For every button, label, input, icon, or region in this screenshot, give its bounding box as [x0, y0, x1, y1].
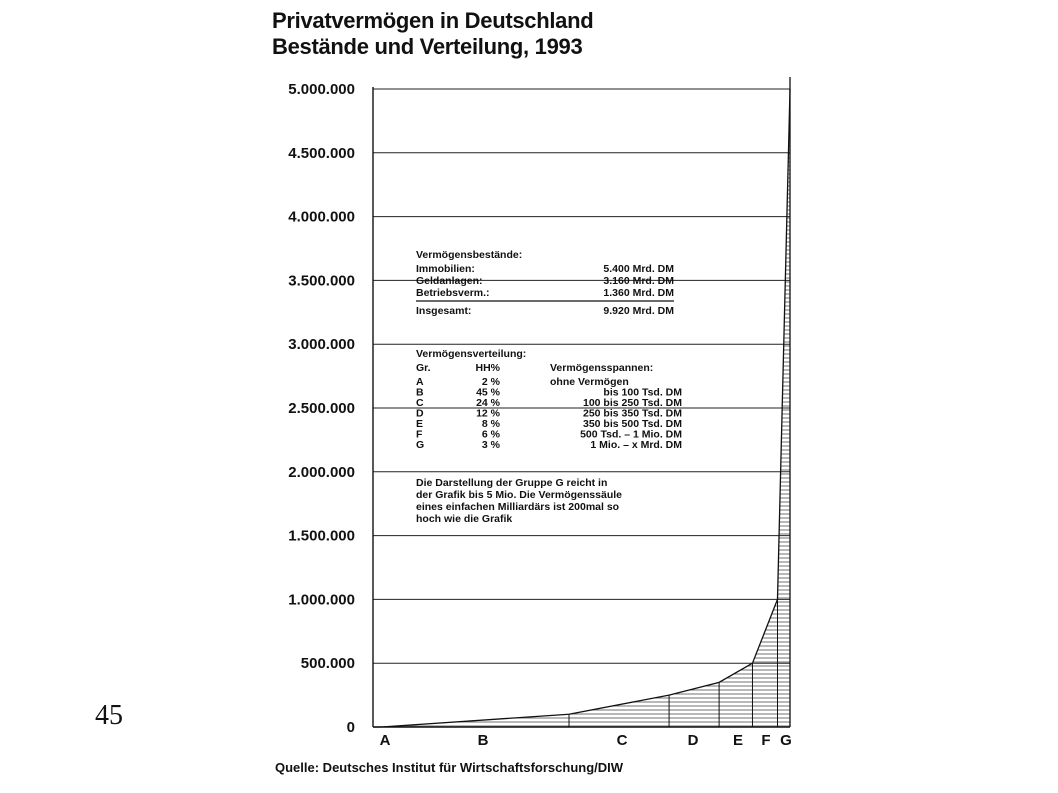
bestaende-title: Vermögensbestände: [416, 249, 523, 261]
page-number: 45 [95, 700, 123, 731]
x-group-label-a: A [379, 732, 391, 749]
source-note: Quelle: Deutsches Institut für Wirtschaftsforschung/DIW [275, 760, 624, 775]
bestaende-value: 3.160 Mrd. DM [603, 275, 674, 287]
verteilung-span: 1 Mio. – x Mrd. DM [590, 439, 682, 451]
verteilung-title: Vermögensverteilung: [416, 348, 527, 360]
verteilung-header-group: Gr. [416, 362, 431, 374]
verteilung-header-hh: HH% [475, 362, 500, 374]
x-group-label-g: G [780, 732, 792, 749]
chart-note-line: Die Darstellung der Gruppe G reicht in [416, 477, 608, 489]
y-tick-label: 3.500.000 [288, 272, 355, 290]
chart-note-line: eines einfachen Milliardärs ist 200mal so [416, 501, 620, 513]
verteilung-group: B [416, 386, 424, 399]
y-tick-label: 4.500.000 [288, 144, 355, 162]
chart-subtitle: Bestände und Verteilung, 1993 [272, 34, 583, 59]
x-group-label-d: D [687, 732, 699, 749]
verteilung-group: G [416, 439, 425, 451]
bestaende-label: Geldanlagen: [416, 275, 483, 287]
chart-note-line: hoch wie die Grafik [416, 513, 513, 525]
bestaende-label: Immobilien: [416, 263, 475, 275]
verteilung-hh-share: 3 % [481, 439, 500, 451]
x-group-label-f: F [761, 732, 771, 749]
verteilung-header-span: Vermögensspannen: [550, 362, 654, 374]
x-group-label-b: B [477, 732, 489, 749]
verteilung-group: F [416, 428, 423, 441]
verteilung-group: D [416, 407, 424, 420]
verteilung-hh-share: 45 % [476, 386, 500, 399]
y-tick-label: 5.000.000 [288, 81, 355, 98]
verteilung-span: 250 bis 350 Tsd. DM [582, 407, 682, 420]
verteilung-span: 100 bis 250 Tsd. DM [582, 397, 682, 409]
x-group-label-e: E [732, 732, 744, 749]
verteilung-span: 500 Tsd. – 1 Mio. DM [580, 428, 682, 441]
verteilung-hh-share: 8 % [481, 418, 500, 430]
bestaende-total-label: Insgesamt: [416, 305, 472, 317]
verteilung-span: bis 100 Tsd. DM [603, 386, 682, 399]
y-tick-label: 1.000.000 [288, 591, 355, 609]
x-group-label-c: C [616, 732, 628, 749]
y-tick-label: 500.000 [300, 655, 355, 673]
verteilung-group: C [416, 397, 424, 409]
verteilung-hh-share: 24 % [476, 397, 500, 409]
verteilung-hh-share: 12 % [476, 407, 500, 420]
chart-note-line: der Grafik bis 5 Mio. Die Vermögenssäule [416, 489, 622, 501]
bestaende-value: 5.400 Mrd. DM [603, 263, 674, 275]
verteilung-hh-share: 6 % [481, 428, 500, 441]
bestaende-total-value: 9.920 Mrd. DM [603, 305, 674, 317]
y-tick-label: 3.000.000 [288, 336, 355, 354]
y-tick-label: 0 [346, 719, 355, 736]
y-tick-label: 2.000.000 [288, 463, 355, 481]
chart-title-line: Privatvermögen in Deutschland [272, 8, 594, 33]
verteilung-span: 350 bis 500 Tsd. DM [582, 418, 682, 430]
verteilung-span: ohne Vermögen [550, 376, 629, 388]
bestaende-label: Betriebsverm.: [416, 287, 490, 299]
y-tick-label: 4.000.000 [288, 208, 355, 226]
y-tick-label: 2.500.000 [288, 400, 355, 417]
verteilung-hh-share: 2 % [481, 376, 500, 388]
verteilung-group: E [416, 418, 424, 430]
y-tick-label: 1.500.000 [288, 527, 355, 545]
bestaende-value: 1.360 Mrd. DM [603, 287, 674, 299]
verteilung-group: A [416, 376, 424, 388]
